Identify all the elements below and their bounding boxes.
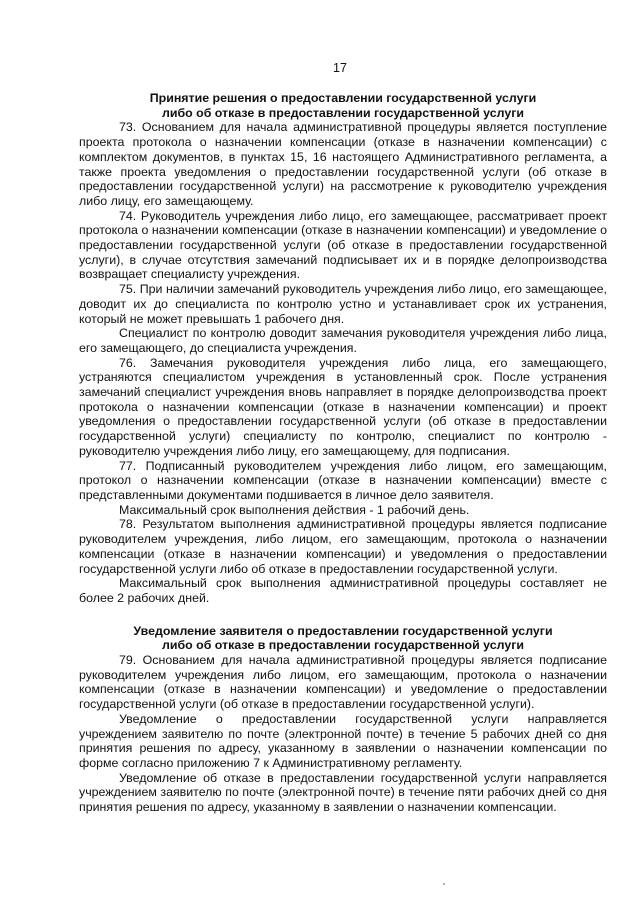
paragraph-77-deadline: Максимальный срок выполнения действия - 1 рабочий день. — [119, 502, 470, 517]
paragraph-74: 74. Руководитель учреждения либо лицо, его замещающее, рассматривает проект протокола о назначении компенсации (отказе в назначении компенсации) и уведомление о предоставлении государственной услуги (об отказе в предоставлении государственной услуги), в случае отсутствия замечаний подписывает их и в порядке делопроизводства возвращает специалисту учреждения. — [79, 208, 607, 282]
section-notification — [79, 624, 607, 815]
section-heading-line: Уведомление заявителя о предоставлении государственной услуги — [133, 623, 553, 638]
paragraph-76: 76. Замечания руководителя учреждения либо лица, его замещающего, устраняются специалистом учреждения в установленный срок. После устранения замечаний специалист учреждения вновь направляет в порядке делопроизводства проект протокола о назначении компенсации (отказе в назначении компенсации) и проект уведомления о предоставлении государственной услуги (об отказе в предоставлении государственной услуги) специалисту по контролю, специалист по контролю - руководителю учреждения либо лицу, его замещающему, для подписания. — [79, 355, 607, 458]
section-heading-line: либо об отказе в предоставлении государственной услуги — [161, 638, 524, 653]
section-heading — [79, 91, 607, 120]
paragraph-75: 75. При наличии замечаний руководитель учреждения либо лицо, его замещающее, доводит их до специалиста по контролю устно и устанавливает срок их устранения, который не может превышать 1 рабочего дня. — [79, 282, 607, 326]
section-heading-line: Принятие решения о предоставлении государственной услуги — [149, 91, 537, 105]
paragraph-75-control: Специалист по контролю доводит замечания руководителя учреждения либо лица, его замещающего, до специалиста учреждения. — [79, 326, 607, 355]
paragraph-79-refusal: Уведомление об отказе в предоставлении государственной услуги направляется учреждением заявителю по почте (электронной почте) в течение пяти рабочих дней со дня принятия решения по адресу, указанному в заявлении о назначении компенсации. — [79, 770, 607, 815]
paragraph-77: 77. Подписанный руководителем учреждения либо лицом, его замещающим, протокол о назначении компенсации (отказе в назначении компенсации) вместе с представленными документами подшивается в личное дело заявителя. — [79, 458, 607, 502]
section-heading-line: либо об отказе в предоставлении государственной услуги — [161, 105, 524, 120]
section-heading — [79, 624, 607, 653]
section-decision — [79, 91, 607, 606]
paragraph-78-deadline: Максимальный срок выполнения административной процедуры составляет не более 2 рабочих дней. — [79, 576, 607, 605]
page-number: 17 — [333, 61, 347, 75]
document-body — [79, 91, 607, 815]
paragraph-79-notification: Уведомление о предоставлении государственной услуги направляется учреждением заявителю по почте (электронной почте) в течение 5 рабочих дней со дня принятия решения по адресу, указанному в заявлении о назначении компенсации по форме согласно приложению 7 к Административному регламенту. — [79, 711, 607, 770]
paragraph-73: 73. Основанием для начала административной процедуры является поступление проекта протокола о назначении компенсации (отказе в назначении компенсации) с комплектом документов, в пунктах 15, 16 настоящего Административного регламента, а также проекта уведомления о предоставлении государственной услуги (об отказе в предоставлении государственной услуги) на рассмотрение к руководителю учреждения либо лицу, его замещающему. — [79, 120, 607, 208]
paragraph-79: 79. Основанием для начала административной процедуры является подписание руководителем учреждения либо лицом, его замещающим, протокола о назначении компенсации (отказе в назначении компенсации) и уведомление о предоставлении государственной услуги (об отказе в предоставлении государственной услуги). — [79, 653, 607, 712]
scan-speck — [443, 883, 445, 885]
paragraph-78: 78. Результатом выполнения административной процедуры является подписание руководителем учреждения, либо лицом, его замещающим, протокола о назначении компенсации (отказе в назначении компенсации) и уведомления о предоставлении государственной услуги либо об отказе в предоставлении государственной услуги. — [79, 517, 607, 576]
